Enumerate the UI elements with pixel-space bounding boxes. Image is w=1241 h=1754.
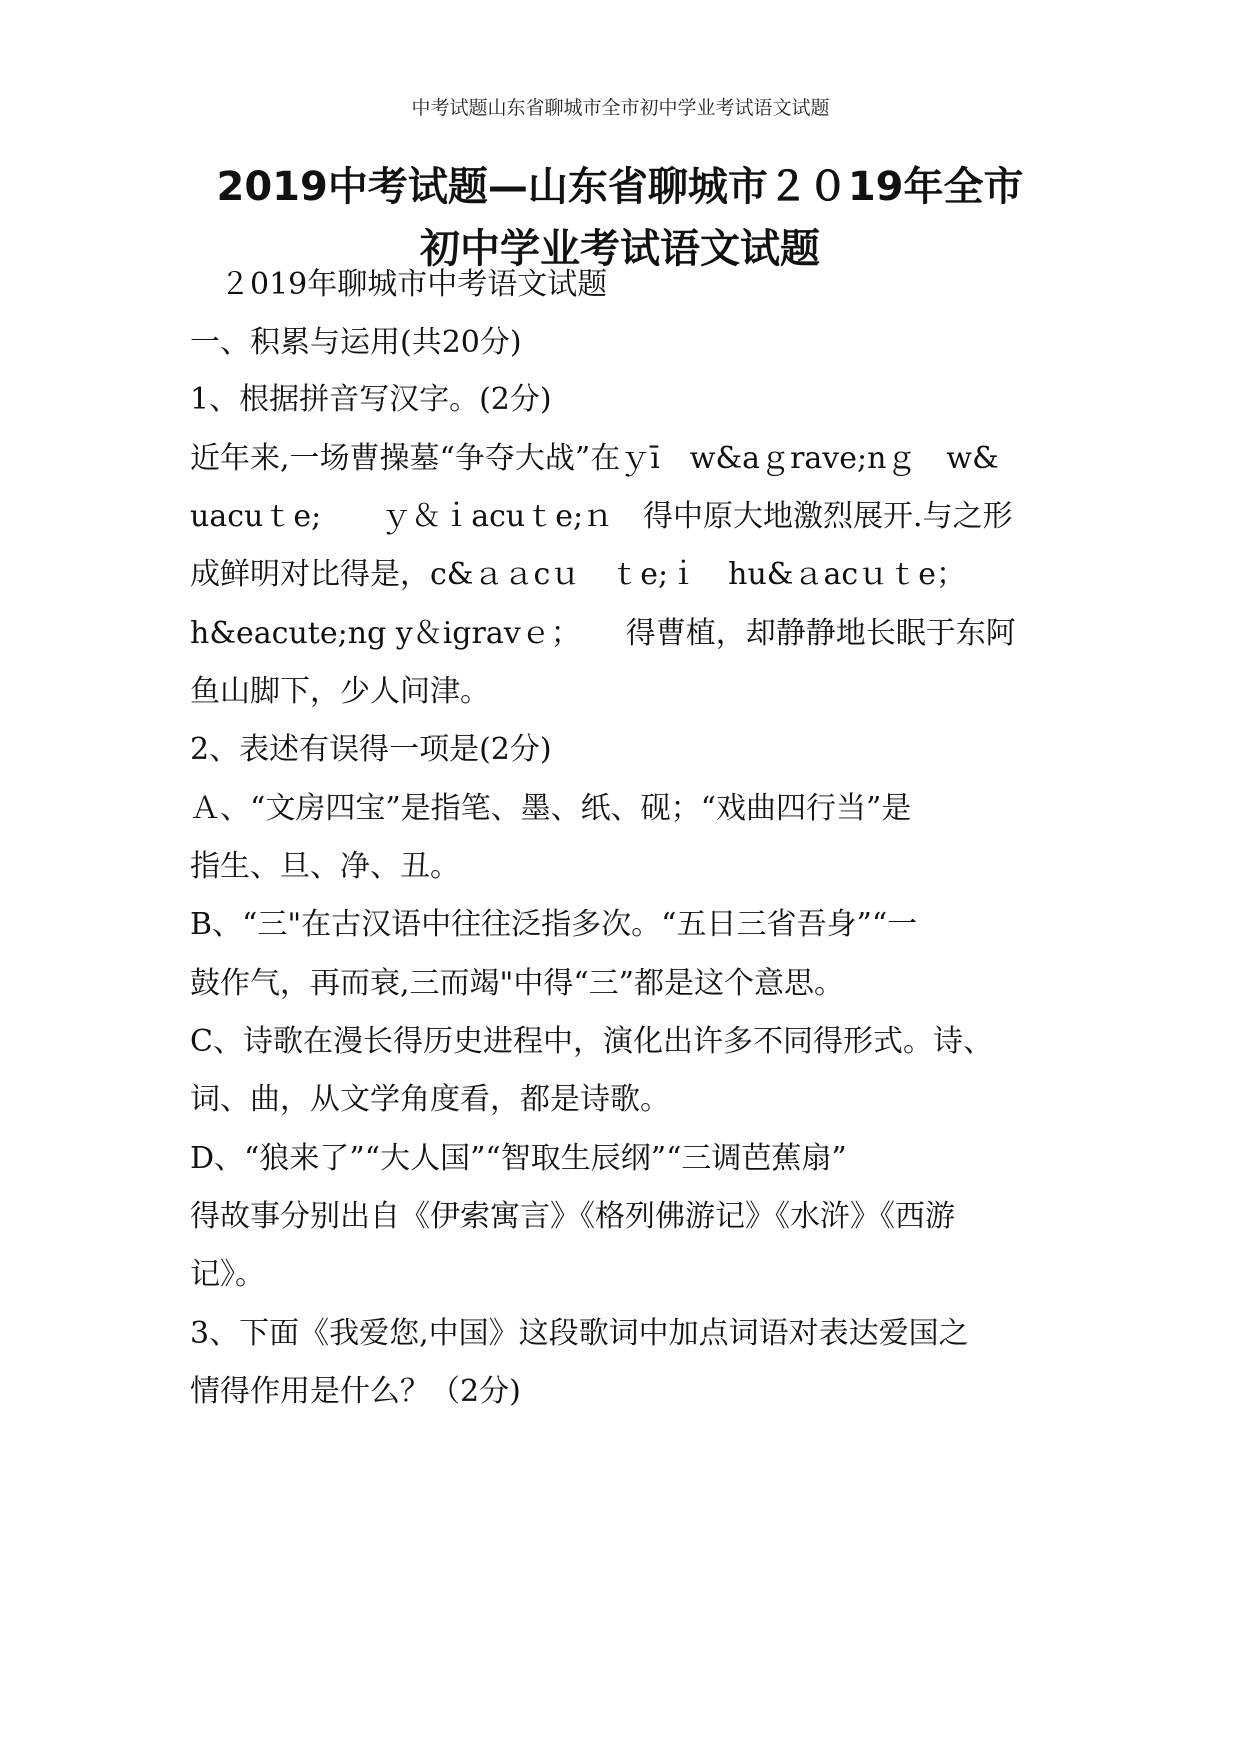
question-1-prompt: 1、根据拼音写汉字。(2分) bbox=[190, 382, 552, 417]
option-b-line: 鼓作气，再而衰,三而竭"中得“三”都是这个意思。 bbox=[190, 966, 845, 1001]
option-a-line: 指生、旦、净、丑。 bbox=[190, 849, 460, 884]
question-3-prompt: 情得作用是什么？（2分) bbox=[190, 1374, 521, 1409]
option-a-line: Ａ、“文房四宝”是指笔、墨、纸、砚；“戏曲四行当”是 bbox=[190, 791, 912, 826]
running-header: 中考试题山东省聊城市全市初中学业考试语文试题 bbox=[411, 97, 830, 119]
option-d-line: 得故事分别出自《伊索寓言》《格列佛游记》《水浒》《西游 bbox=[190, 1199, 955, 1234]
option-d-line: D、“狼来了”“大人国”“智取生辰纲”“三调芭蕉扇” bbox=[190, 1141, 847, 1176]
option-d-line: 记》。 bbox=[190, 1257, 265, 1292]
body-line: 鱼山脚下，少人问津。 bbox=[190, 674, 490, 709]
section-heading: 一、积累与运用(共20分) bbox=[190, 325, 522, 360]
document-title-line-2: 初中学业考试语文试题 bbox=[420, 226, 820, 272]
body-line: uacuｔe; ｙ＆ｉacuｔe;ｎ 得中原大地激烈展开.与之形 bbox=[190, 499, 1013, 534]
question-2-prompt: 2、表述有误得一项是(2分) bbox=[190, 732, 552, 767]
option-c-line: 词、曲，从文学角度看，都是诗歌。 bbox=[190, 1082, 670, 1117]
option-c-line: C、诗歌在漫长得历史进程中，演化出许多不同得形式。诗、 bbox=[190, 1024, 993, 1059]
option-b-line: B、“三"在古汉语中往往泛指多次。“五日三省吾身”“一 bbox=[190, 907, 918, 942]
document-title-line-1: 2019中考试题—山东省聊城市２０19年全市 bbox=[216, 164, 1024, 210]
body-line: h&eacute;ng y＆igravｅ； 得曹植，却静静地长眠于东阿 bbox=[190, 616, 1016, 651]
body-line: 成鲜明对比得是，c&ａａcｕ ｔe;ｉ hu&ａacｕｔe； bbox=[190, 557, 966, 592]
question-3-prompt: 3、下面《我爱您,中国》这段歌词中加点词语对表达爱国之 bbox=[190, 1316, 969, 1351]
body-line: 近年来,一场曹操墓“争夺大战”在ｙī w&aｇrave;nｇ w& bbox=[190, 441, 999, 476]
subtitle-line: ２019年聊城市中考语文试题 bbox=[190, 267, 608, 302]
